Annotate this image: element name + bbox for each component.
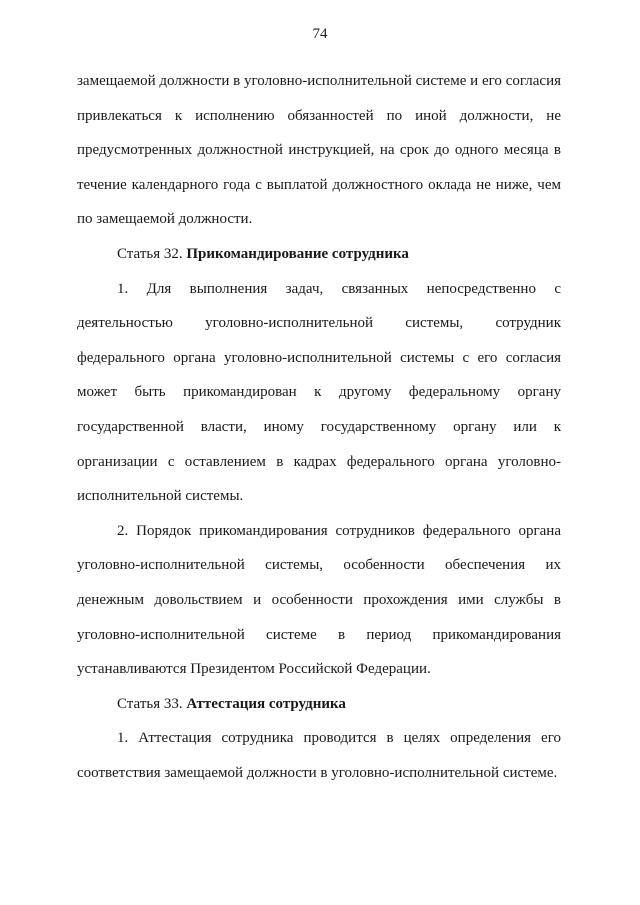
article-32-paragraph-2: 2. Порядок прикомандирования сотрудников федерального органа уголовно-исполнительной системы, особенности обеспечения их денежным довольствием и особенности прохождения ими службы в уголовно-исполнительной системе в период прикомандирования устанавливаются Президентом Российской Федерации. (77, 522, 561, 678)
continuation-paragraph: замещаемой должности в уголовно-исполнительной системе и его согласия привлекаться к исполнению обязанностей по иной должности, не предусмотренных должностной инструкцией, на срок до одного месяца в течение календарного года с выплатой должностного оклада не ниже, чем по замещаемой должности. (77, 73, 561, 228)
article-33-title: Аттестация сотрудника (186, 695, 346, 712)
document-body (77, 64, 561, 790)
page-number: 74 (312, 26, 328, 42)
article-32-label: Статья 32. (117, 245, 183, 262)
article-33-heading (77, 687, 561, 722)
article-32-heading (77, 237, 561, 272)
article-33-paragraph-1: 1. Аттестация сотрудника проводится в целях определения его соответствия замещаемой должности в уголовно-исполнительной системе. (77, 730, 561, 781)
article-32-paragraph-1: 1. Для выполнения задач, связанных непосредственно с деятельностью уголовно-исполнительной системы, сотрудник федерального органа уголовно-исполнительной системы с его согласия может быть прикомандирован к другому федеральному органу государственной власти, иному государственному органу или к организации с оставлением в кадрах федерального органа уголовно-исполнительной системы. (77, 280, 561, 505)
article-33-label: Статья 33. (117, 695, 183, 712)
article-32-title: Прикомандирование сотрудника (186, 245, 409, 262)
